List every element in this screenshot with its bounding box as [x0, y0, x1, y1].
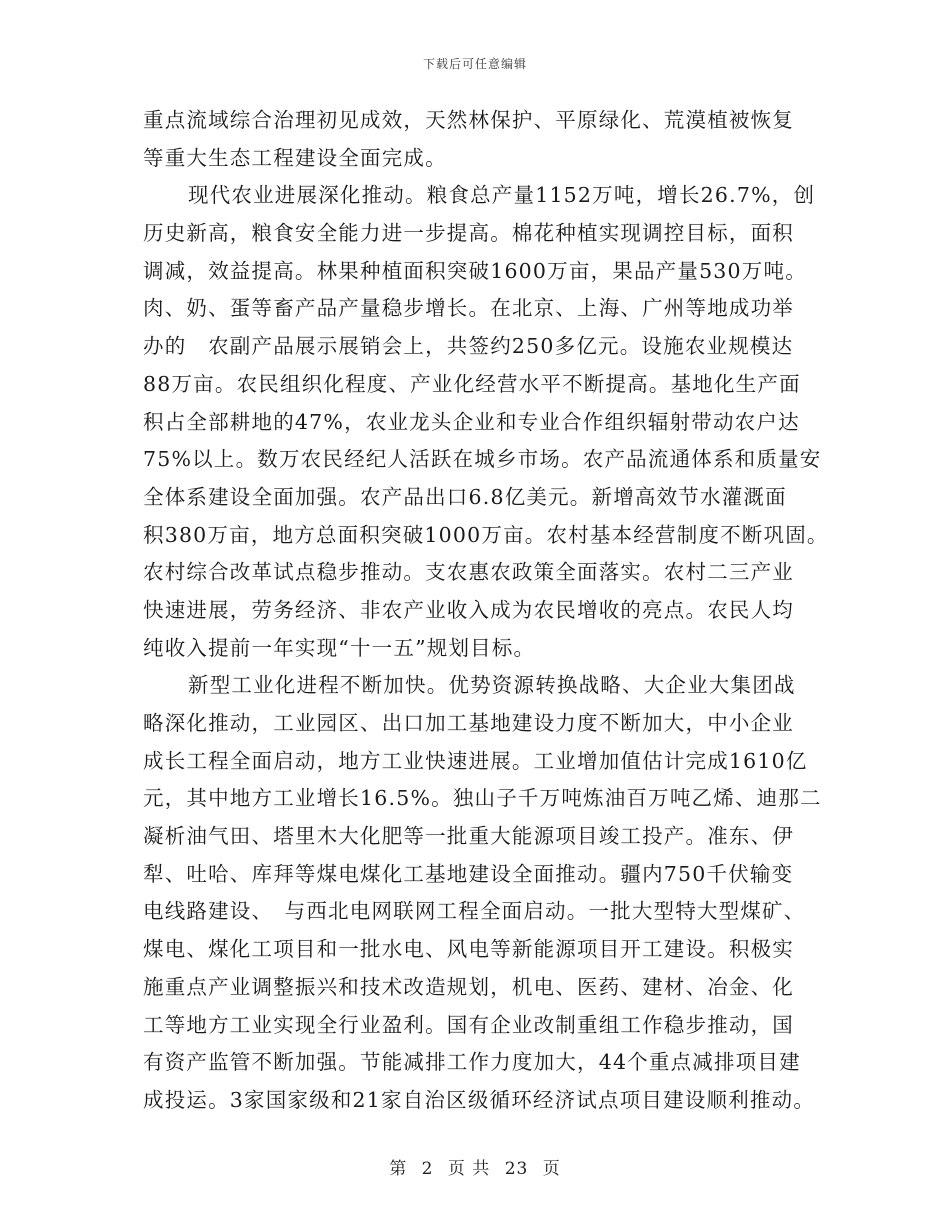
- text-line: 积380万亩，地方总面积突破1000万亩。农村基本经营制度不断巩固。: [143, 522, 829, 547]
- page-header: 下载后可任意编辑: [422, 57, 527, 71]
- page-label-mid: 页 共: [447, 1159, 491, 1179]
- text-line: 成投运。3家国家级和21家自治区级循环经济试点项目建设顺利推动。: [143, 1087, 816, 1112]
- text-line: 元，其中地方工业增长16.5%。独山子千万吨炼油百万吨乙烯、迪那二: [143, 786, 822, 811]
- text-line: 纯收入提前一年实现“十一五”规划目标。: [143, 635, 536, 660]
- text-line: 88万亩。农民组织化程度、产业化经营水平不断提高。基地化生产面: [143, 371, 801, 396]
- document-body: [143, 102, 829, 1120]
- text-line: 犁、吐哈、库拜等煤电煤化工基地建设全面推动。疆内750千伏输变: [143, 861, 794, 886]
- current-page-number: 2: [421, 1159, 434, 1179]
- page-label-prefix: 第: [389, 1159, 408, 1179]
- text-line: 煤电、煤化工项目和一批水电、风电等新能源项目开工建设。积极实: [143, 937, 794, 962]
- text-line: 工等地方工业实现全行业盈利。国有企业改制重组工作稳步推动，国: [143, 1012, 794, 1037]
- text-line: 积占全部耕地的47%，农业龙头企业和专业合作组织辐射带动农户达: [143, 409, 800, 434]
- total-pages-number: 23: [504, 1159, 529, 1179]
- text-line: 略深化推动，工业园区、出口加工基地建设力度不断加大，中小企业: [143, 711, 794, 735]
- page-label-suffix: 页: [542, 1159, 561, 1179]
- text-line: 有资产监管不断加强。节能减排工作力度加大，44个重点减排项目建: [143, 1050, 801, 1075]
- text-line: 肉、奶、蛋等畜产品产量稳步增长。在北京、上海、广州等地成功举: [143, 296, 794, 321]
- text-line: 全体系建设全面加强。农产品出口6.8亿美元。新增高效节水灌溉面: [143, 484, 787, 509]
- text-line: 办的 农副产品展示展销会上，共签约250多亿元。设施农业规模达: [143, 334, 794, 359]
- text-line: 重点流域综合治理初见成效，天然林保护、平原绿化、荒漠植被恢复: [143, 108, 794, 132]
- text-line: 施重点产业调整振兴和技术改造规划，机电、医药、建材、冶金、化: [143, 974, 794, 999]
- text-line: 成长工程全面启动，地方工业快速进展。工业增加值估计完成1610亿: [143, 748, 808, 773]
- text-line: 凝析油气田、塔里木大化肥等一批重大能源项目竣工投产。准东、伊: [143, 824, 794, 849]
- text-line: 电线路建设、 与西北电网联网工程全面启动。一批大型特大型煤矿、: [143, 899, 806, 924]
- text-line: 等重大生态工程建设全面完成。: [143, 145, 447, 170]
- text-line: 调减，效益提高。林果种植面积突破1600万亩，果品产量530万吨。: [143, 258, 807, 283]
- text-line: 现代农业进展深化推动。粮食总产量1152万吨，增长26.7%，创: [188, 183, 816, 208]
- text-line: 75%以上。数万农民经纪人活跃在城乡市场。农产品流通体系和质量安: [143, 447, 822, 472]
- text-line: 农村综合改革试点稳步推动。支农惠农政策全面落实。农村二三产业: [143, 560, 794, 585]
- page-footer: [0, 1154, 950, 1179]
- text-line: 新型工业化进程不断加快。优势资源转换战略、大企业大集团战: [188, 673, 796, 698]
- text-line: 快速进展，劳务经济、非农产业收入成为农民增收的亮点。农民人均: [143, 597, 794, 622]
- text-line: 历史新高，粮食安全能力进一步提高。棉花种植实现调控目标，面积: [143, 221, 794, 246]
